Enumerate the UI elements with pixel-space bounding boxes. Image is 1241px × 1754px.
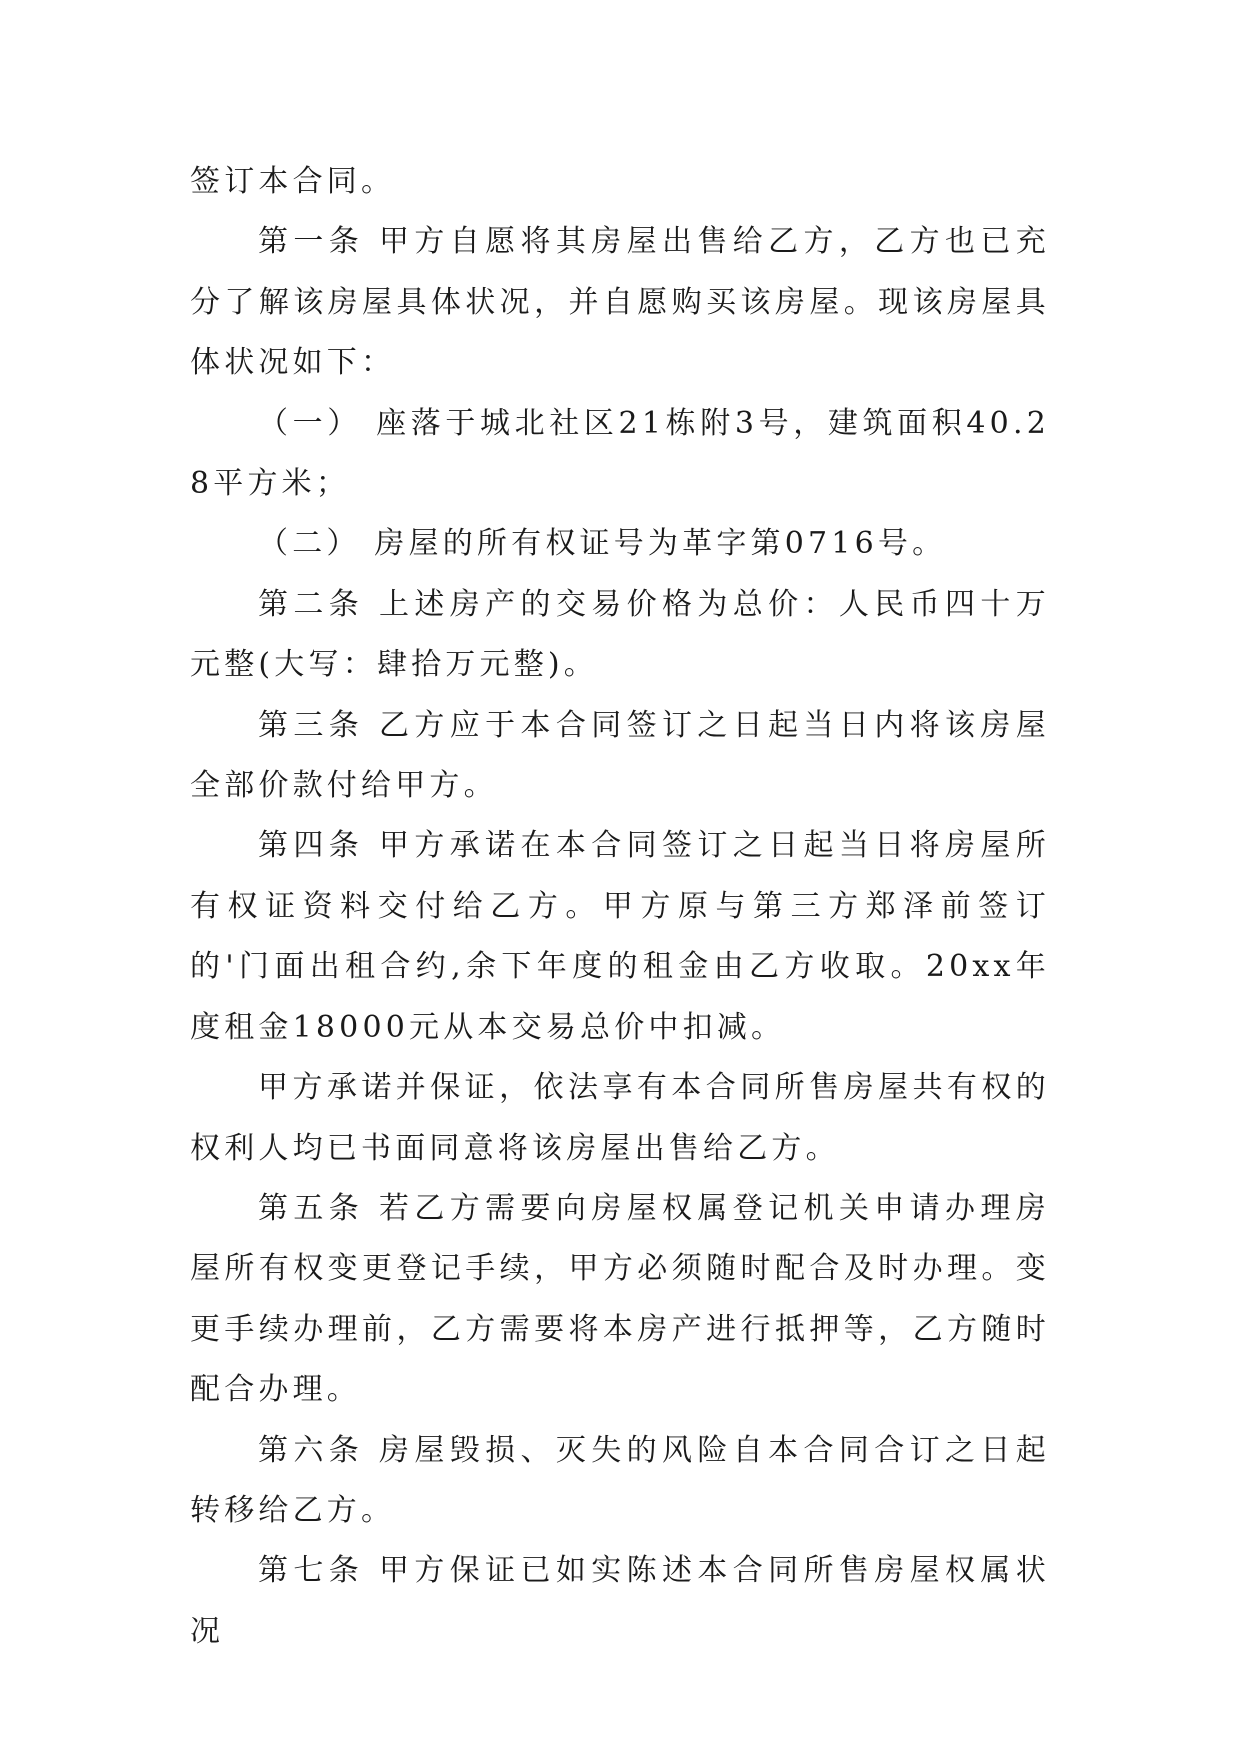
paragraph-item-1: （一） 座落于城北社区21栋附3号，建筑面积40.28平方米； [190,405,1050,502]
paragraph-article-2: 第二条 上述房产的交易价格为总价：人民币四十万元整(大写：肆拾万元整)。 [190,586,1050,683]
paragraph-item-2: （二） 房屋的所有权证号为革字第0716号。 [258,526,947,562]
paragraph-article-4: 第四条 甲方承诺在本合同签订之日起当日将房屋所有权证资料交付给乙方。甲方原与第三方郑泽前签订的'门面出租合约,余下年度的租金由乙方收取。20xx年度租金18000元从本交易总价中扣减。 [190,828,1050,1045]
contract-body [190,152,1050,1662]
paragraph-article-7: 第七条 甲方保证已如实陈述本合同所售房屋权属状况 [190,1553,1050,1649]
paragraph-continuation: 签订本合同。 [190,164,396,199]
paragraph-guarantee: 甲方承诺并保证，依法享有本合同所售房屋共有权的权利人均已书面同意将该房屋出售给乙方。 [190,1070,1050,1166]
paragraph-article-6: 第六条 房屋毁损、灭失的风险自本合同合订之日起转移给乙方。 [190,1432,1050,1528]
paragraph-article-3: 第三条 乙方应于本合同签订之日起当日内将该房屋全部价款付给甲方。 [190,707,1050,804]
paragraph-article-5: 第五条 若乙方需要向房屋权属登记机关申请办理房屋所有权变更登记手续，甲方必须随时配合及时办理。变更手续办理前，乙方需要将本房产进行抵押等，乙方随时配合办理。 [190,1190,1050,1408]
paragraph-article-1: 第一条 甲方自愿将其房屋出售给乙方，乙方也已充分了解该房屋具体状况，并自愿购买该房屋。现该房屋具体状况如下： [190,224,1050,381]
